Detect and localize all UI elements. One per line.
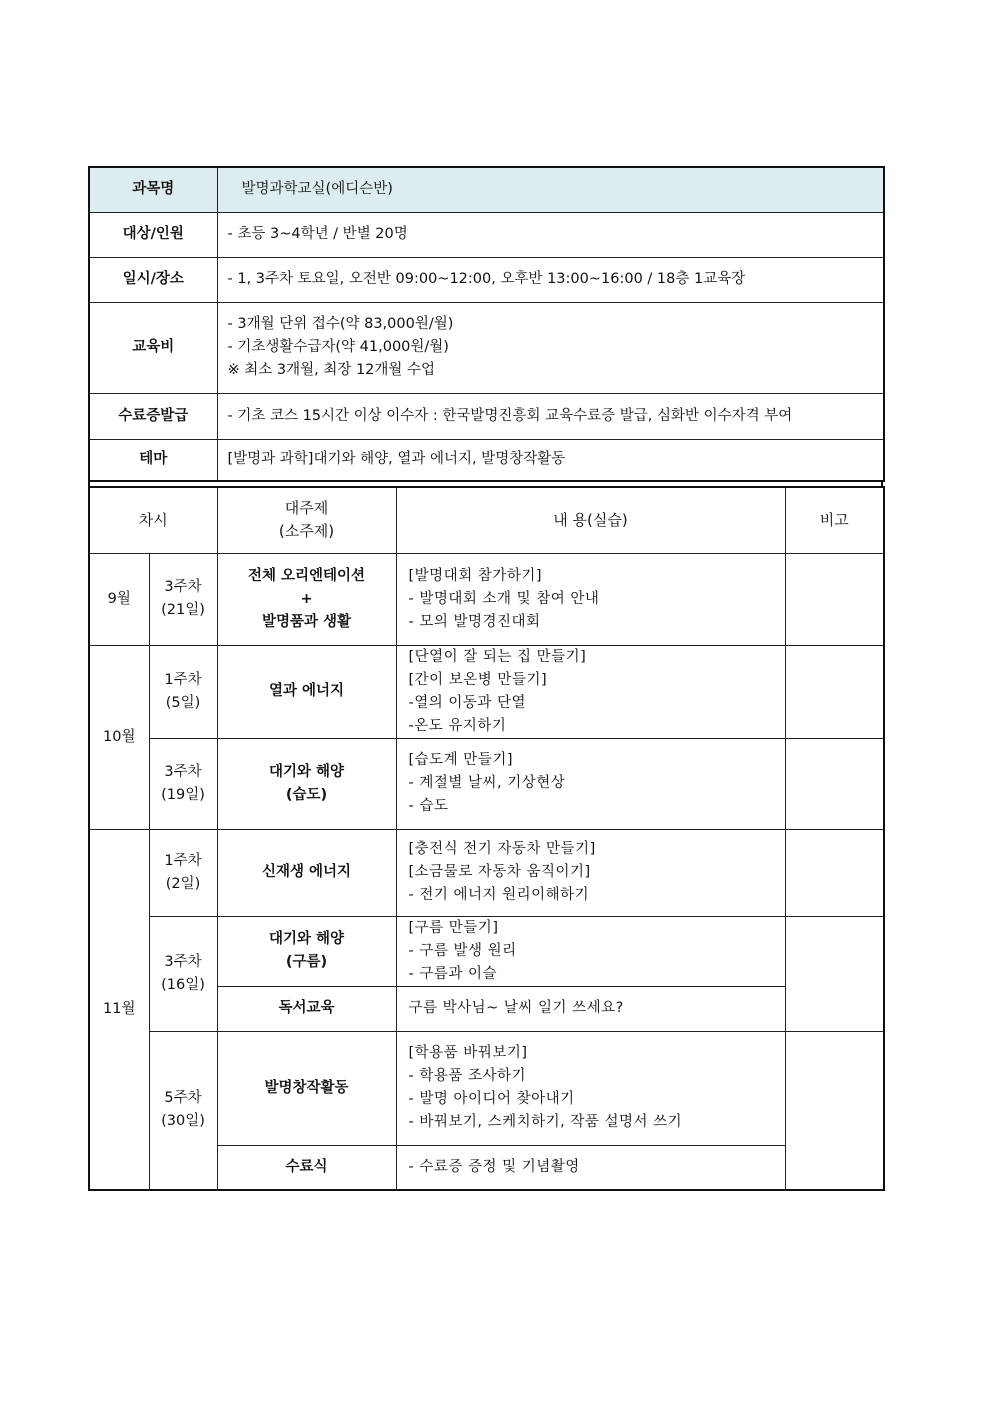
content-line: [습도계 만들기] — [408, 752, 513, 768]
info-value: ※ 최소 3개월, 최장 12개월 수업 — [227, 362, 436, 378]
info-value: - 기초 코스 15시간 이상 이수자 : 한국발명진흥회 교육수료증 발급, 심화반 이수자격 부여 — [227, 407, 793, 424]
topic-text: 독서교육 — [278, 1000, 335, 1016]
info-label: 과목명 — [89, 167, 217, 212]
date-label: (5일) — [165, 694, 201, 711]
topic-text: 신재생 에너지 — [261, 864, 352, 880]
topic-text: 발명품과 생활 — [261, 613, 352, 630]
topic-text: 발명창작활동 — [264, 1079, 349, 1096]
content-line: - 모의 발명경진대회 — [408, 613, 541, 630]
info-row-target — [89, 212, 884, 257]
month-cell: 10월 — [89, 645, 149, 829]
content-line: -온도 유지하기 — [408, 717, 507, 734]
note-cell — [785, 916, 884, 1031]
header-topic-main: 대주제 — [284, 499, 329, 518]
week-label: 1주차 — [164, 671, 202, 688]
info-row-theme — [89, 439, 884, 481]
date-label: (16일) — [161, 976, 205, 993]
info-value: - 1, 3주차 토요일, 오전반 09:00~12:00, 오후반 13:00~16:00 / 18층 1교육장 — [227, 271, 746, 287]
content-line: - 발명 아이디어 찾아내기 — [408, 1091, 575, 1107]
content-line: [발명대회 참가하기] — [408, 567, 542, 584]
content-line: - 습도 — [408, 798, 449, 814]
week-label: 5주차 — [164, 1090, 202, 1107]
content-line: [학용품 바꿔보기] — [408, 1045, 528, 1061]
content-line: - 계절별 날씨, 기상현상 — [408, 775, 566, 791]
date-label: (19일) — [161, 786, 205, 803]
content-line: [소금물로 자동차 움직이기] — [408, 864, 591, 880]
content-line: 구름 박사님~ 날씨 일기 쓰세요? — [408, 1000, 624, 1016]
info-value: - 초등 3~4학년 / 반별 20명 — [227, 226, 408, 242]
month-cell: 11월 — [89, 829, 149, 1190]
info-row-datetime — [89, 257, 884, 302]
note-cell — [785, 645, 884, 738]
content-line: - 전기 에너지 원리이해하기 — [408, 887, 590, 903]
date-label: (21일) — [161, 602, 205, 618]
content-line: - 구름 발생 원리 — [408, 942, 517, 959]
info-row-fee — [89, 302, 884, 393]
content-line: [충전식 전기 자동차 만들기] — [408, 841, 596, 857]
table-row — [89, 645, 884, 738]
content-line: -열의 이동과 단열 — [408, 694, 527, 711]
note-cell — [785, 1031, 884, 1190]
topic-text: 대기와 해양 — [268, 763, 345, 780]
schedule-table — [88, 486, 885, 1191]
info-label: 수료증발급 — [89, 393, 217, 439]
table-row — [89, 916, 884, 986]
content-line: [구름 만들기] — [408, 919, 499, 936]
header-topic-sub: (소주제) — [278, 522, 335, 541]
header-session: 차시 — [89, 487, 217, 553]
topic-text: 수료식 — [285, 1158, 328, 1175]
week-label: 3주차 — [164, 763, 202, 780]
content-line: [간이 보온병 만들기] — [408, 671, 548, 688]
course-document — [88, 166, 883, 1191]
note-cell — [785, 738, 884, 829]
date-label: (2일) — [165, 875, 201, 892]
table-row — [89, 1031, 884, 1145]
schedule-header-row — [89, 487, 884, 553]
info-value: - 3개월 단위 접수(약 83,000원/월) — [227, 316, 454, 332]
course-info-table — [88, 166, 885, 482]
topic-text: (습도) — [285, 786, 328, 803]
header-content: 내 용(실습) — [396, 487, 785, 553]
topic-text: 전체 오리엔테이션 — [247, 567, 366, 584]
info-row-certificate — [89, 393, 884, 439]
note-cell — [785, 829, 884, 916]
table-row — [89, 738, 884, 829]
topic-text: (구름) — [285, 954, 328, 970]
info-value: 발명과학교실(에디슨반) — [241, 181, 393, 198]
topic-text: + — [300, 590, 313, 607]
header-note: 비고 — [785, 487, 884, 553]
info-label: 대상/인원 — [89, 212, 217, 257]
content-line: - 발명대회 소개 및 참여 안내 — [408, 590, 600, 607]
date-label: (30일) — [161, 1113, 205, 1130]
info-row-course-name — [89, 167, 884, 212]
content-line: - 학용품 조사하기 — [408, 1068, 527, 1084]
note-cell — [785, 553, 884, 645]
info-label: 교육비 — [89, 302, 217, 393]
month-cell: 9월 — [89, 553, 149, 645]
table-row — [89, 829, 884, 916]
table-row — [89, 553, 884, 645]
info-label: 테마 — [89, 439, 217, 481]
week-label: 3주차 — [164, 579, 202, 595]
info-label: 일시/장소 — [89, 257, 217, 302]
info-value: - 기초생활수급자(약 41,000원/월) — [227, 339, 449, 355]
week-label: 1주차 — [164, 852, 202, 869]
info-value: [발명과 과학]대기와 해양, 열과 에너지, 발명창작활동 — [227, 451, 566, 468]
content-line: [단열이 잘 되는 집 만들기] — [408, 648, 587, 665]
topic-text: 열과 에너지 — [268, 683, 345, 699]
content-line: - 구름과 이슬 — [408, 965, 498, 982]
topic-text: 대기와 해양 — [268, 931, 345, 947]
content-line: - 바꿔보기, 스케치하기, 작품 설명서 쓰기 — [408, 1114, 683, 1130]
week-label: 3주차 — [164, 953, 202, 970]
content-line: - 수료증 증정 및 기념촬영 — [408, 1158, 580, 1175]
